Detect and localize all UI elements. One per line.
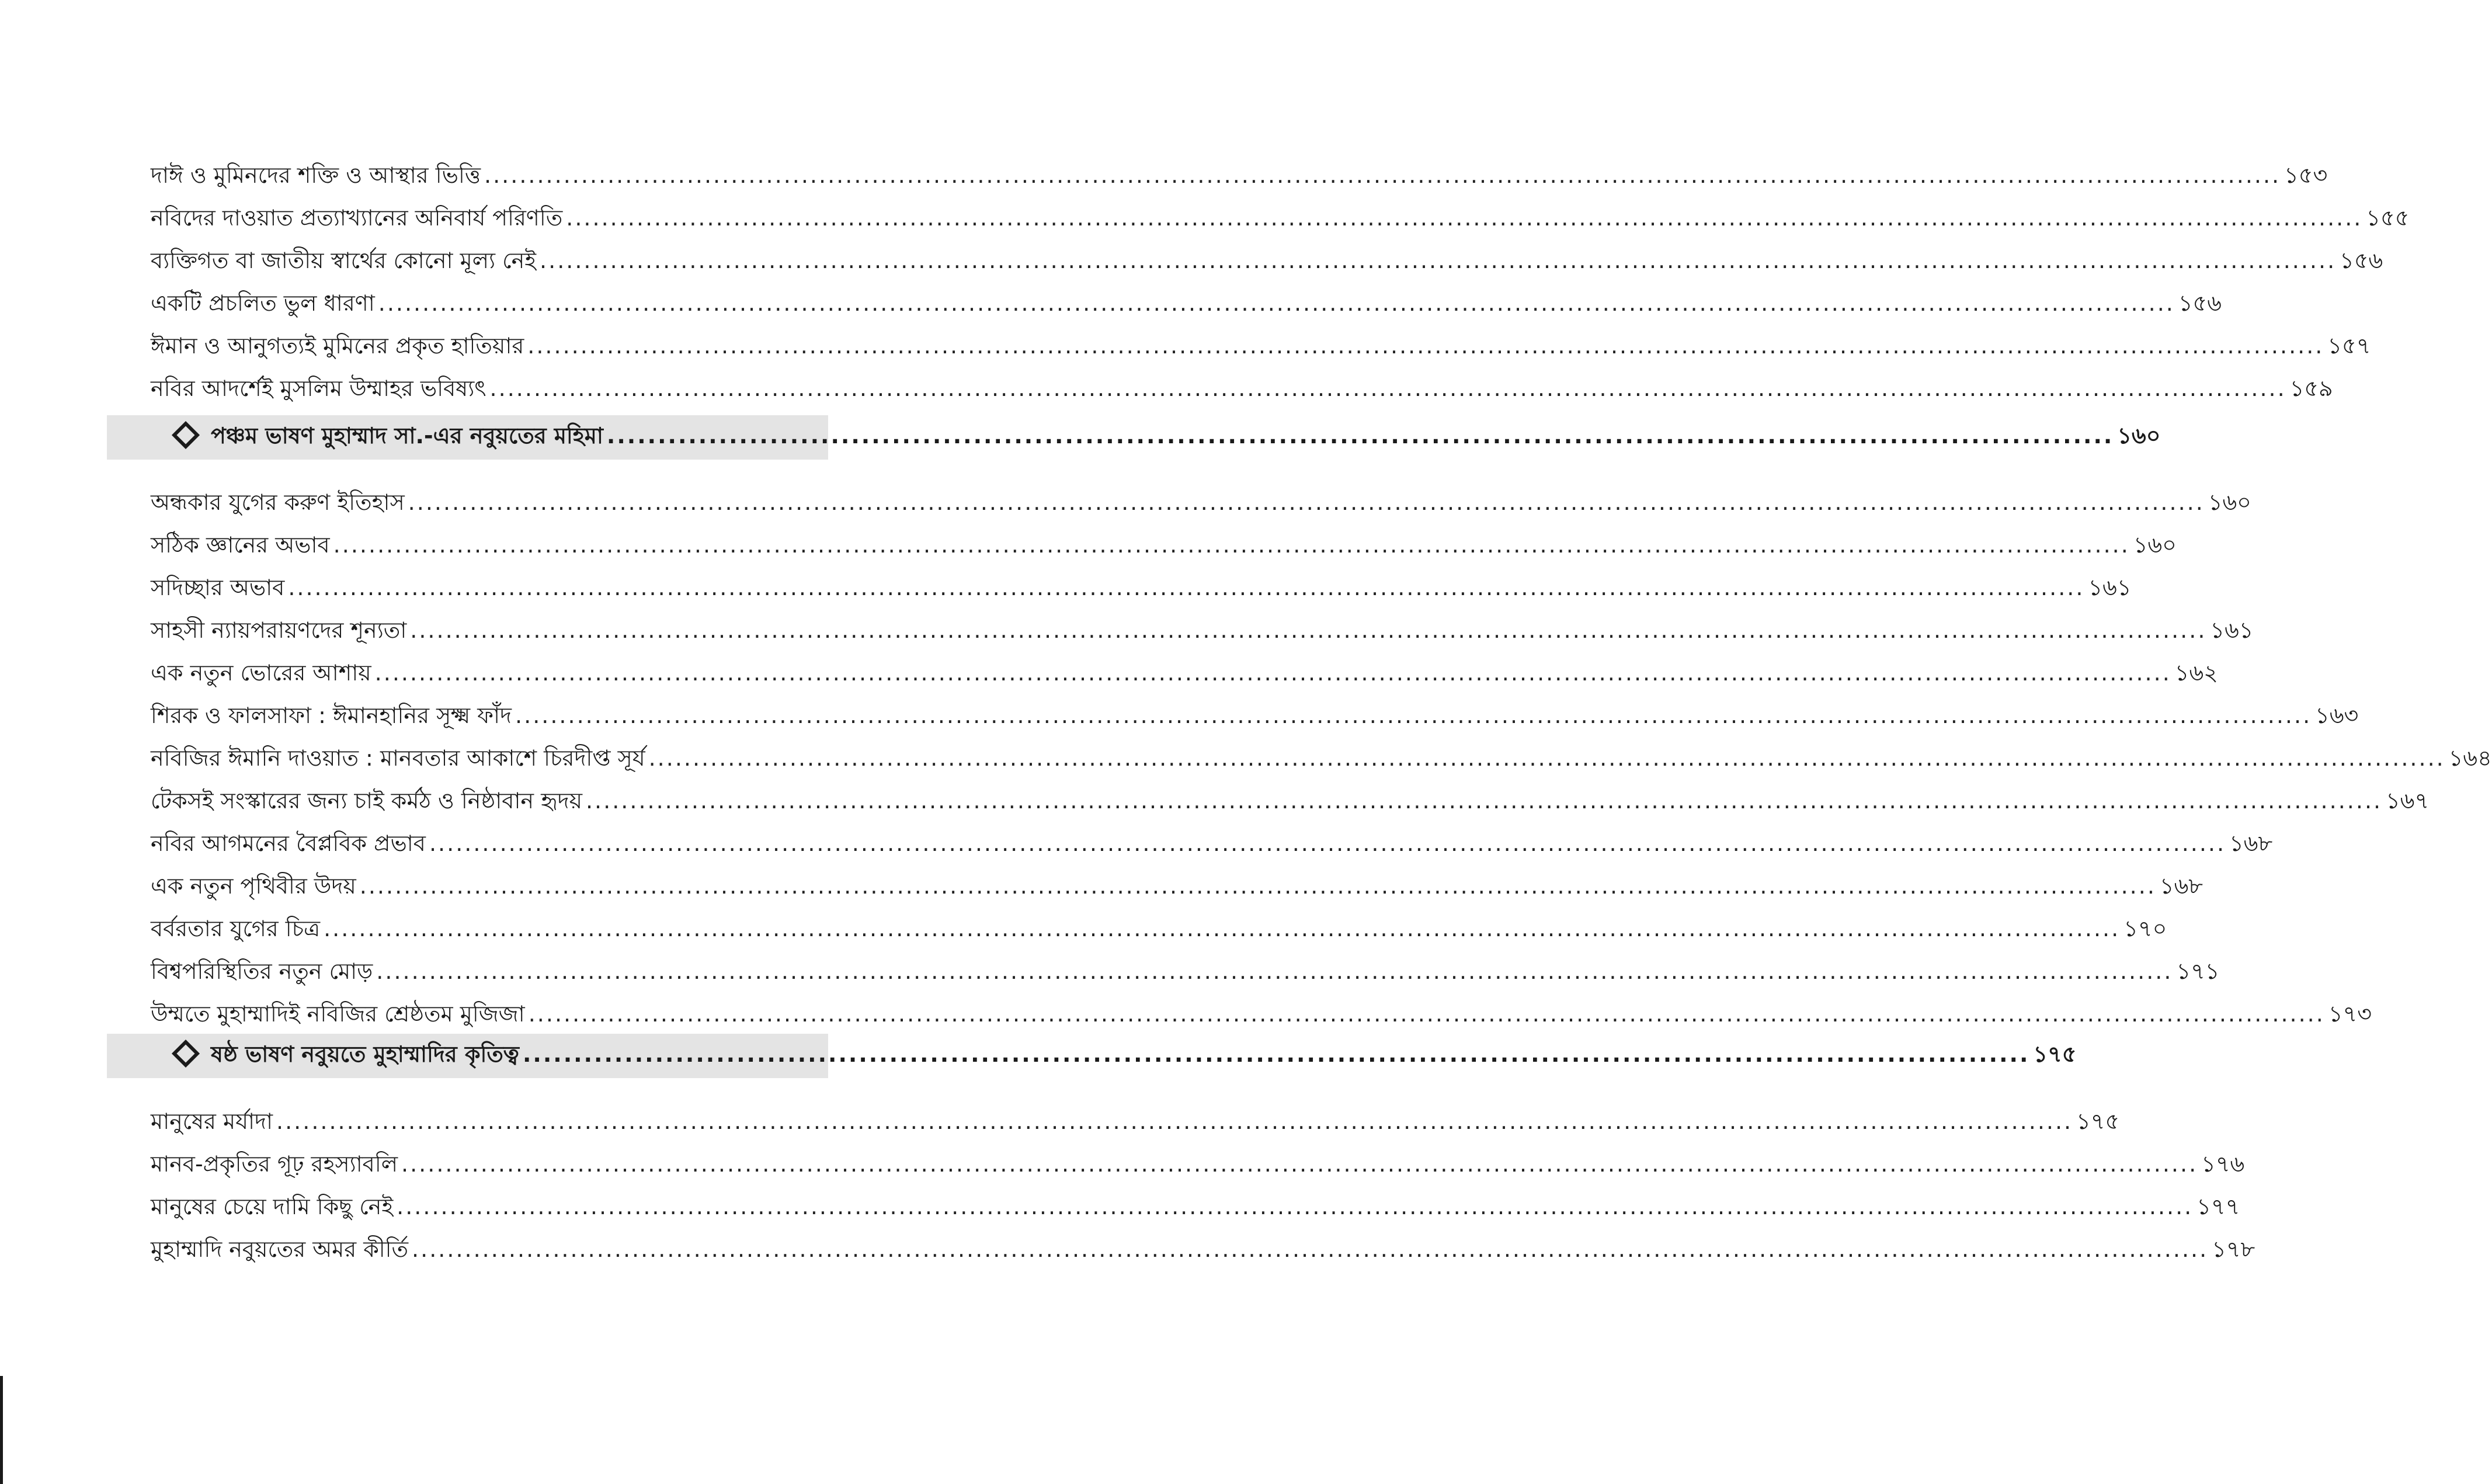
dot-leader — [566, 197, 2362, 239]
toc-entry[interactable] — [151, 154, 2328, 197]
dot-leader — [529, 993, 2325, 1035]
dot-leader — [397, 1186, 2193, 1228]
toc-entry-title: সাহসী ন্যায়পরায়ণদের শূন্যতা — [151, 617, 407, 643]
toc-entry-page: ১৬৮ — [2229, 830, 2273, 856]
dot-leader — [484, 154, 2281, 197]
toc-entry-page: ১৭১ — [2176, 958, 2220, 984]
dot-leader — [586, 780, 2382, 822]
toc-entry-title: ঈমান ও আনুগত্যই মুমিনের প্রকৃত হাতিয়ার — [151, 333, 524, 359]
toc-group-2 — [151, 481, 2492, 1035]
dot-leader — [649, 737, 2445, 780]
section-page: ১৬০ — [2117, 423, 2161, 449]
toc-entry[interactable] — [151, 1100, 2120, 1143]
toc-entry-title: অন্ধকার যুগের করুণ ইতিহাস — [151, 489, 405, 515]
dot-leader — [412, 1228, 2208, 1271]
diamond-bullet-icon — [172, 1040, 200, 1068]
toc-entry-title: নবির আদর্শেই মুসলিম উম্মাহর ভবিষ্যৎ — [151, 376, 486, 401]
page-edge-bar — [0, 1376, 3, 1484]
section-page: ১৭৫ — [2033, 1041, 2077, 1067]
dot-leader — [410, 609, 2206, 652]
toc-group-1 — [151, 154, 2410, 410]
dot-leader — [523, 1041, 2029, 1067]
toc-entry-title: মানব-প্রকৃতির গূঢ় রহস্যাবলি — [151, 1151, 398, 1177]
toc-entry-title: মানুষের মর্যাদা — [151, 1108, 273, 1134]
dot-leader — [429, 822, 2226, 865]
toc-entry-page: ১৬১ — [2210, 617, 2254, 643]
toc-entry-page: ১৭৬ — [2201, 1151, 2245, 1177]
toc-entry-page: ১৬০ — [2133, 532, 2177, 558]
toc-entry-title: বর্বরতার যুগের চিত্র — [151, 916, 321, 941]
dot-leader — [408, 481, 2205, 524]
toc-entry-page: ১৬৪ — [2448, 745, 2492, 771]
toc-entry[interactable] — [151, 822, 2273, 865]
toc-entry-title: উম্মতে মুহাম্মাদিই নবিজির শ্রেষ্ঠতম মুজিজা — [151, 1001, 525, 1027]
toc-entry[interactable] — [151, 239, 2383, 282]
toc-entry-page: ১৫৭ — [2327, 333, 2371, 359]
dot-leader — [324, 908, 2120, 950]
toc-group-3 — [151, 1100, 2255, 1271]
section-title: ষষ্ঠ ভাষণ নবুয়তে মুহাম্মাদির কৃতিত্ব — [211, 1041, 519, 1067]
toc-entry[interactable] — [151, 737, 2492, 780]
toc-entry-page: ১৫৯ — [2289, 376, 2333, 401]
toc-entry[interactable] — [151, 1228, 2255, 1271]
toc-entry-title: মুহাম্মাদি নবুয়তের অমর কীর্তি — [151, 1236, 409, 1262]
toc-entry-title: এক নতুন পৃথিবীর উদয় — [151, 873, 356, 899]
toc-entry[interactable] — [151, 780, 2430, 822]
toc-entry-title: ব্যক্তিগত বা জাতীয় স্বার্থের কোনো মূল্য নেই — [151, 248, 537, 273]
toc-entry[interactable] — [151, 1143, 2245, 1186]
section-header-6[interactable] — [107, 1034, 2077, 1078]
toc-entry-title: বিশ্বপরিস্থিতির নতুন মোড় — [151, 958, 373, 984]
toc-entry-title: একটি প্রচলিত ভুল ধারণা — [151, 290, 375, 316]
toc-entry-page: ১৫৬ — [2340, 248, 2383, 273]
dot-leader — [376, 950, 2173, 993]
toc-entry-page: ১৭৮ — [2212, 1236, 2255, 1262]
toc-entry-title: সদিচ্ছার অভাব — [151, 575, 285, 600]
diamond-bullet-icon — [172, 421, 200, 449]
toc-entry[interactable] — [151, 865, 2203, 908]
toc-entry[interactable] — [151, 993, 2372, 1035]
toc-entry-title: সঠিক জ্ঞানের অভাব — [151, 532, 330, 558]
toc-entry-page: ১৭০ — [2123, 916, 2167, 941]
dot-leader — [490, 367, 2286, 410]
dot-leader — [607, 423, 2114, 449]
toc-entry-page: ১৭৫ — [2076, 1108, 2120, 1134]
toc-entry-page: ১৬৭ — [2386, 788, 2430, 814]
toc-entry-page: ১৬১ — [2088, 575, 2132, 600]
toc-entry-title: নবিদের দাওয়াত প্রত্যাখ্যানের অনিবার্য পরিণতি — [151, 205, 563, 231]
dot-leader — [360, 865, 2156, 908]
toc-entry[interactable] — [151, 524, 2177, 567]
toc-entry[interactable] — [151, 197, 2410, 239]
dot-leader — [276, 1100, 2073, 1143]
toc-entry[interactable] — [151, 1186, 2240, 1228]
dot-leader — [527, 325, 2324, 367]
toc-entry[interactable] — [151, 950, 2220, 993]
toc-entry[interactable] — [151, 567, 2132, 609]
toc-entry[interactable] — [151, 652, 2218, 694]
toc-entry[interactable] — [151, 609, 2254, 652]
toc-entry-title: টেকসই সংস্কারের জন্য চাই কর্মঠ ও নিষ্ঠাবান হৃদয় — [151, 788, 582, 814]
toc-entry-title: দাঈ ও মুমিনদের শক্তি ও আস্থার ভিত্তি — [151, 162, 481, 188]
dot-leader — [375, 652, 2171, 694]
toc-entry-page: ১৫৬ — [2178, 290, 2222, 316]
toc-entry-page: ১৫৫ — [2366, 205, 2410, 231]
toc-entry[interactable] — [151, 481, 2251, 524]
toc-entry[interactable] — [151, 908, 2167, 950]
toc-entry-title: শিরক ও ফালসাফা : ঈমানহানির সূক্ষ্ম ফাঁদ — [151, 703, 512, 728]
toc-entry[interactable] — [151, 282, 2222, 325]
section-header-5[interactable] — [107, 415, 2161, 460]
dot-leader — [401, 1143, 2198, 1186]
toc-entry-page: ১৭৩ — [2328, 1001, 2372, 1027]
toc-entry[interactable] — [151, 367, 2333, 410]
section-title: পঞ্চম ভাষণ মুহাম্মাদ সা.-এর নবুয়তের মহিমা — [211, 423, 603, 449]
dot-leader — [288, 567, 2084, 609]
dot-leader — [333, 524, 2130, 567]
toc-entry-title: নবির আগমনের বৈপ্লবিক প্রভাব — [151, 830, 426, 856]
toc-entry-title: নবিজির ঈমানি দাওয়াত : মানবতার আকাশে চিরদীপ্ত সূর্য — [151, 745, 645, 771]
toc-entry-page: ১৬২ — [2174, 660, 2218, 686]
toc-entry-page: ১৭৭ — [2196, 1194, 2240, 1219]
toc-entry-page: ১৬৮ — [2159, 873, 2203, 899]
dot-leader — [540, 239, 2336, 282]
dot-leader — [378, 282, 2175, 325]
toc-entry-page: ১৬৩ — [2315, 703, 2359, 728]
toc-entry-page: ১৬০ — [2208, 489, 2251, 515]
toc-entry-title: মানুষের চেয়ে দামি কিছু নেই — [151, 1194, 394, 1219]
toc-entry[interactable] — [151, 325, 2371, 367]
toc-entry[interactable] — [151, 694, 2359, 737]
toc-entry-page: ১৫৩ — [2284, 162, 2328, 188]
dot-leader — [515, 694, 2312, 737]
toc-entry-title: এক নতুন ভোরের আশায় — [151, 660, 371, 686]
